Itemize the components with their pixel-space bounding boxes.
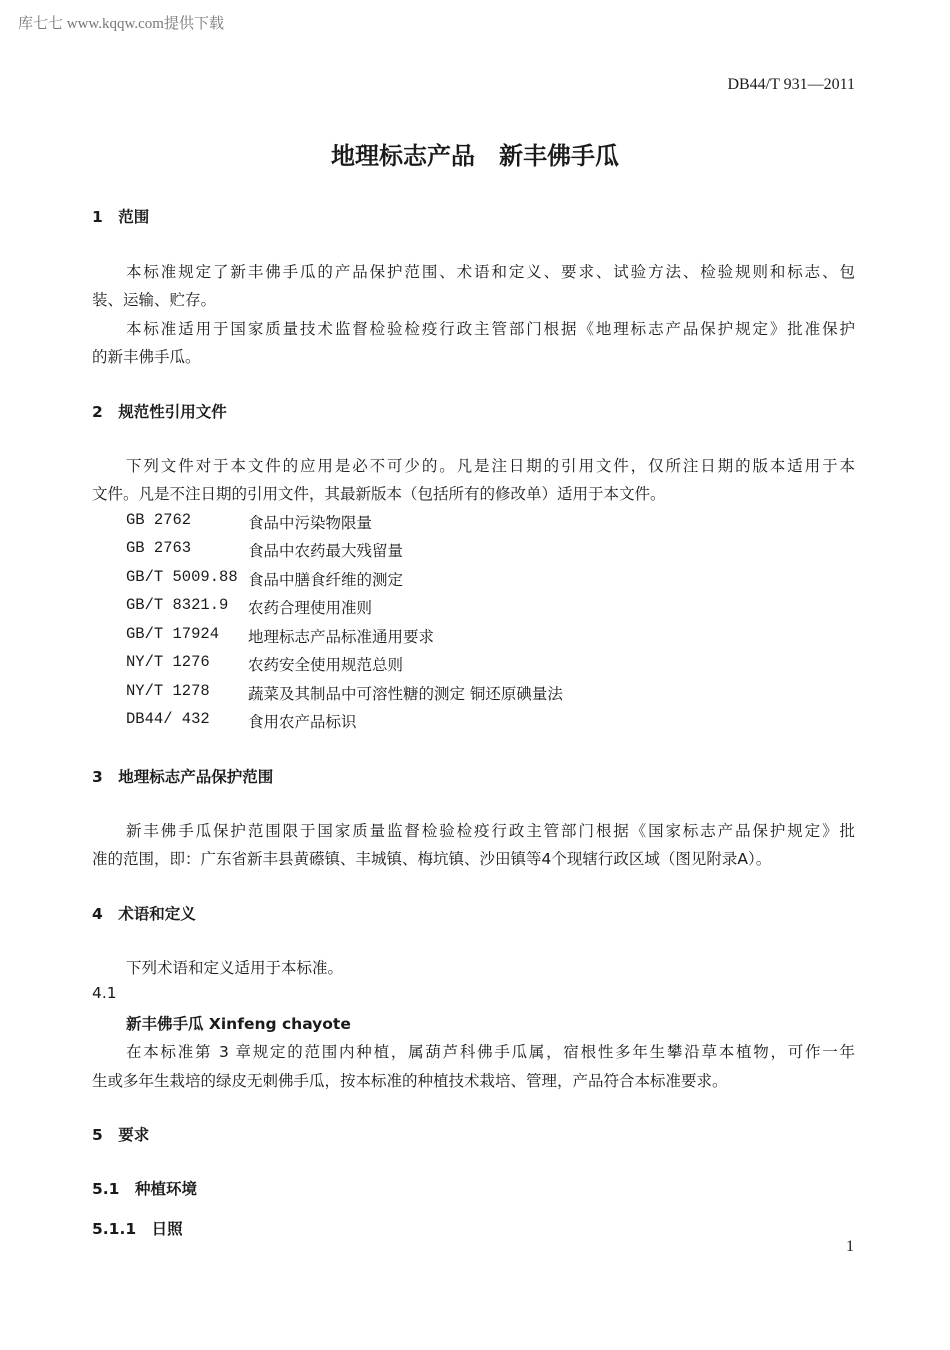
paragraph-line: 准的范围，即：广东省新丰县黄礤镇、丰城镇、梅坑镇、沙田镇等4个现辖行政区域（图见附录A）。 <box>92 850 772 868</box>
reference-code: GB/T 8321.9 <box>126 596 229 614</box>
reference-title: 食品中膳食纤维的测定 <box>248 571 404 589</box>
watermark: 库七七 www.kqqw.com提供下载 <box>18 16 224 32</box>
paragraph-line: 装、运输、贮存。 <box>92 291 217 309</box>
section-2-heading: 2 规范性引用文件 <box>92 403 227 421</box>
paragraph-line: 文件。凡是不注日期的引用文件，其最新版本（包括所有的修改单）适用于本文件。 <box>92 485 666 503</box>
section-1-heading: 1 范围 <box>92 208 150 226</box>
reference-code: GB/T 17924 <box>126 625 220 643</box>
section-5-heading: 5 要求 <box>92 1126 150 1144</box>
reference-title: 蔬菜及其制品中可溶性糖的测定 铜还原碘量法 <box>248 685 563 703</box>
reference-title: 食用农产品标识 <box>248 713 357 731</box>
section-4-heading: 4 术语和定义 <box>92 905 196 923</box>
subsection-5-1-heading: 5.1 种植环境 <box>92 1180 197 1198</box>
reference-title: 食品中污染物限量 <box>248 514 373 532</box>
document-code: DB44/T 931—2011 <box>727 76 855 93</box>
subsection-5-1-1-heading: 5.1.1 日照 <box>92 1220 183 1238</box>
paragraph-line: 在本标准第 3 章规定的范围内种植，属葫芦科佛手瓜属，宿根性多年生攀沿草本植物，可作一年 <box>126 1043 855 1061</box>
section-3-heading: 3 地理标志产品保护范围 <box>92 768 274 786</box>
term-name: 新丰佛手瓜 Xinfeng chayote <box>126 1015 351 1033</box>
reference-code: DB44/ 432 <box>126 710 210 728</box>
reference-code: NY/T 1276 <box>126 653 210 671</box>
reference-code: GB 2762 <box>126 511 192 529</box>
page-title: 地理标志产品 新丰佛手瓜 <box>331 142 619 170</box>
subsection-number: 4.1 <box>92 984 117 1002</box>
reference-code: GB/T 5009.88 <box>126 568 238 586</box>
paragraph-line: 本标准适用于国家质量技术监督检验检疫行政主管部门根据《地理标志产品保护规定》批准保护 <box>126 320 855 338</box>
reference-title: 农药安全使用规范总则 <box>248 656 404 674</box>
paragraph-line: 生或多年生栽培的绿皮无刺佛手瓜，按本标准的种植技术栽培、管理，产品符合本标准要求。 <box>92 1072 728 1090</box>
reference-code: NY/T 1278 <box>126 682 210 700</box>
paragraph-line: 的新丰佛手瓜。 <box>92 348 201 366</box>
reference-title: 农药合理使用准则 <box>248 599 373 617</box>
paragraph-line: 本标准规定了新丰佛手瓜的产品保护范围、术语和定义、要求、试验方法、检验规则和标志、包 <box>126 263 855 281</box>
paragraph-line: 新丰佛手瓜保护范围限于国家质量监督检验检疫行政主管部门根据《国家标志产品保护规定》批 <box>126 822 855 840</box>
reference-title: 食品中农药最大残留量 <box>248 542 404 560</box>
reference-code: GB 2763 <box>126 539 192 557</box>
reference-title: 地理标志产品标准通用要求 <box>248 628 435 646</box>
paragraph-line: 下列文件对于本文件的应用是必不可少的。凡是注日期的引用文件，仅所注日期的版本适用于本 <box>126 457 855 475</box>
page-number: 1 <box>846 1238 854 1255</box>
paragraph-line: 下列术语和定义适用于本标准。 <box>126 959 344 977</box>
